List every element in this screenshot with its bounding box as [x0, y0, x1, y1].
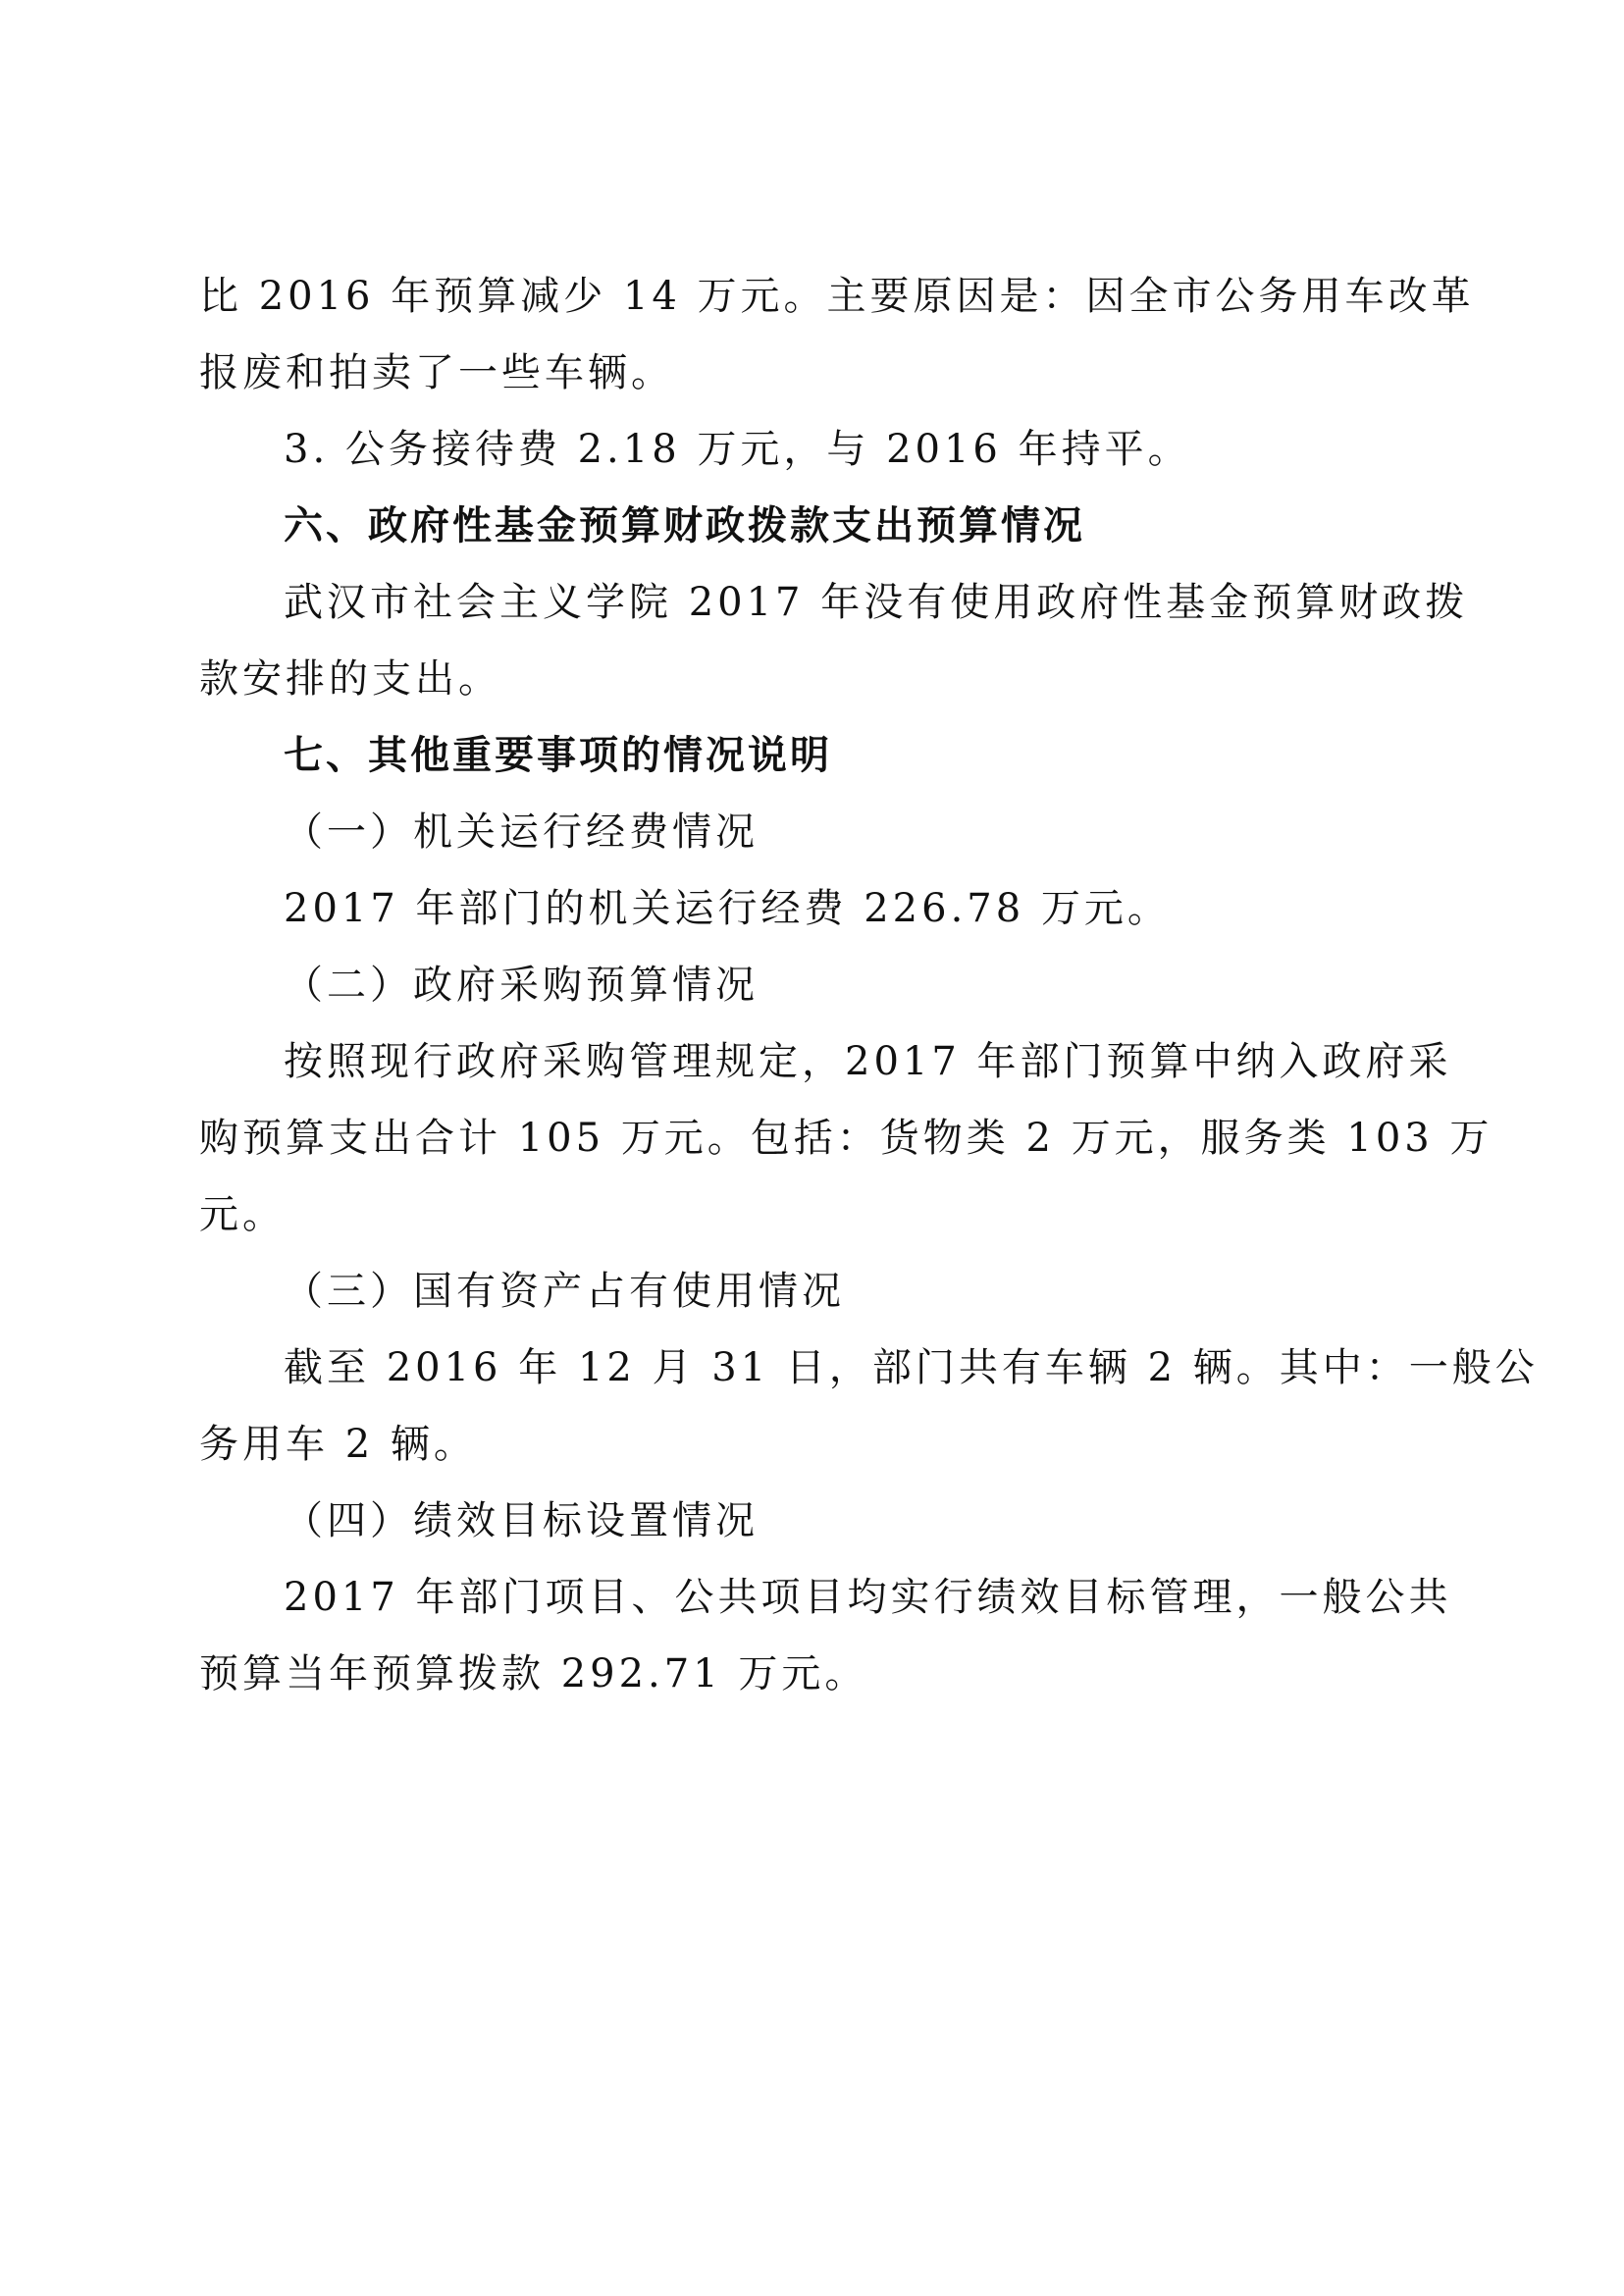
paragraph-line: 购预算支出合计 105 万元。包括：货物类 2 万元，服务类 103 万 [199, 1116, 1493, 1161]
paragraph-line: 截至 2016 年 12 月 31 日，部门共有车辆 2 辆。其中：一般公 [284, 1345, 1539, 1390]
line-gap [199, 861, 1436, 880]
paragraph-line: 比 2016 年预算减少 14 万元。主要原因是：因全市公务用车改革 [199, 274, 1475, 319]
line-gap [199, 1014, 1436, 1033]
paragraph-line: 武汉市社会主义学院 2017 年没有使用政府性基金预算财政拨 [284, 580, 1469, 625]
line-gap [199, 1473, 1436, 1492]
section-heading: 七、其他重要事项的情况说明 [284, 733, 832, 778]
paragraph-line: 2017 年部门的机关运行经费 226.78 万元。 [284, 886, 1171, 931]
line-gap [199, 1626, 1436, 1645]
paragraph-line: 预算当年预算拨款 292.71 万元。 [199, 1651, 868, 1696]
section-heading: 六、政府性基金预算财政拨款支出预算情况 [284, 503, 1085, 548]
subsection-heading: （二）政府采购预算情况 [284, 963, 759, 1008]
line-gap [199, 325, 1436, 344]
paragraph-line: 务用车 2 辆。 [199, 1422, 477, 1467]
line-gap [199, 1396, 1436, 1416]
subsection-heading: （三）国有资产占有使用情况 [284, 1269, 845, 1314]
line-gap [199, 631, 1436, 651]
line-gap [199, 1167, 1436, 1186]
line-gap [199, 1320, 1436, 1339]
line-gap [199, 784, 1436, 804]
paragraph-line: 报废和拍卖了一些车辆。 [199, 350, 674, 395]
line-gap [199, 707, 1436, 727]
line-gap [199, 478, 1436, 497]
paragraph-line: 3. 公务接待费 2.18 万元，与 2016 年持平。 [284, 427, 1191, 472]
subsection-heading: （四）绩效目标设置情况 [284, 1498, 759, 1543]
paragraph-line: 2017 年部门项目、公共项目均实行绩效目标管理，一般公共 [284, 1575, 1452, 1620]
document-body [199, 268, 1539, 1702]
line-gap [199, 401, 1436, 421]
paragraph-line: 款安排的支出。 [199, 656, 501, 702]
line-gap [199, 1549, 1436, 1569]
line-gap [199, 1090, 1436, 1110]
paragraph-line: 元。 [199, 1192, 286, 1237]
line-gap [199, 1243, 1436, 1263]
subsection-heading: （一）机关运行经费情况 [284, 809, 759, 855]
paragraph-line: 按照现行政府采购管理规定，2017 年部门预算中纳入政府采 [284, 1039, 1452, 1084]
line-gap [199, 937, 1436, 957]
line-gap [199, 554, 1436, 574]
